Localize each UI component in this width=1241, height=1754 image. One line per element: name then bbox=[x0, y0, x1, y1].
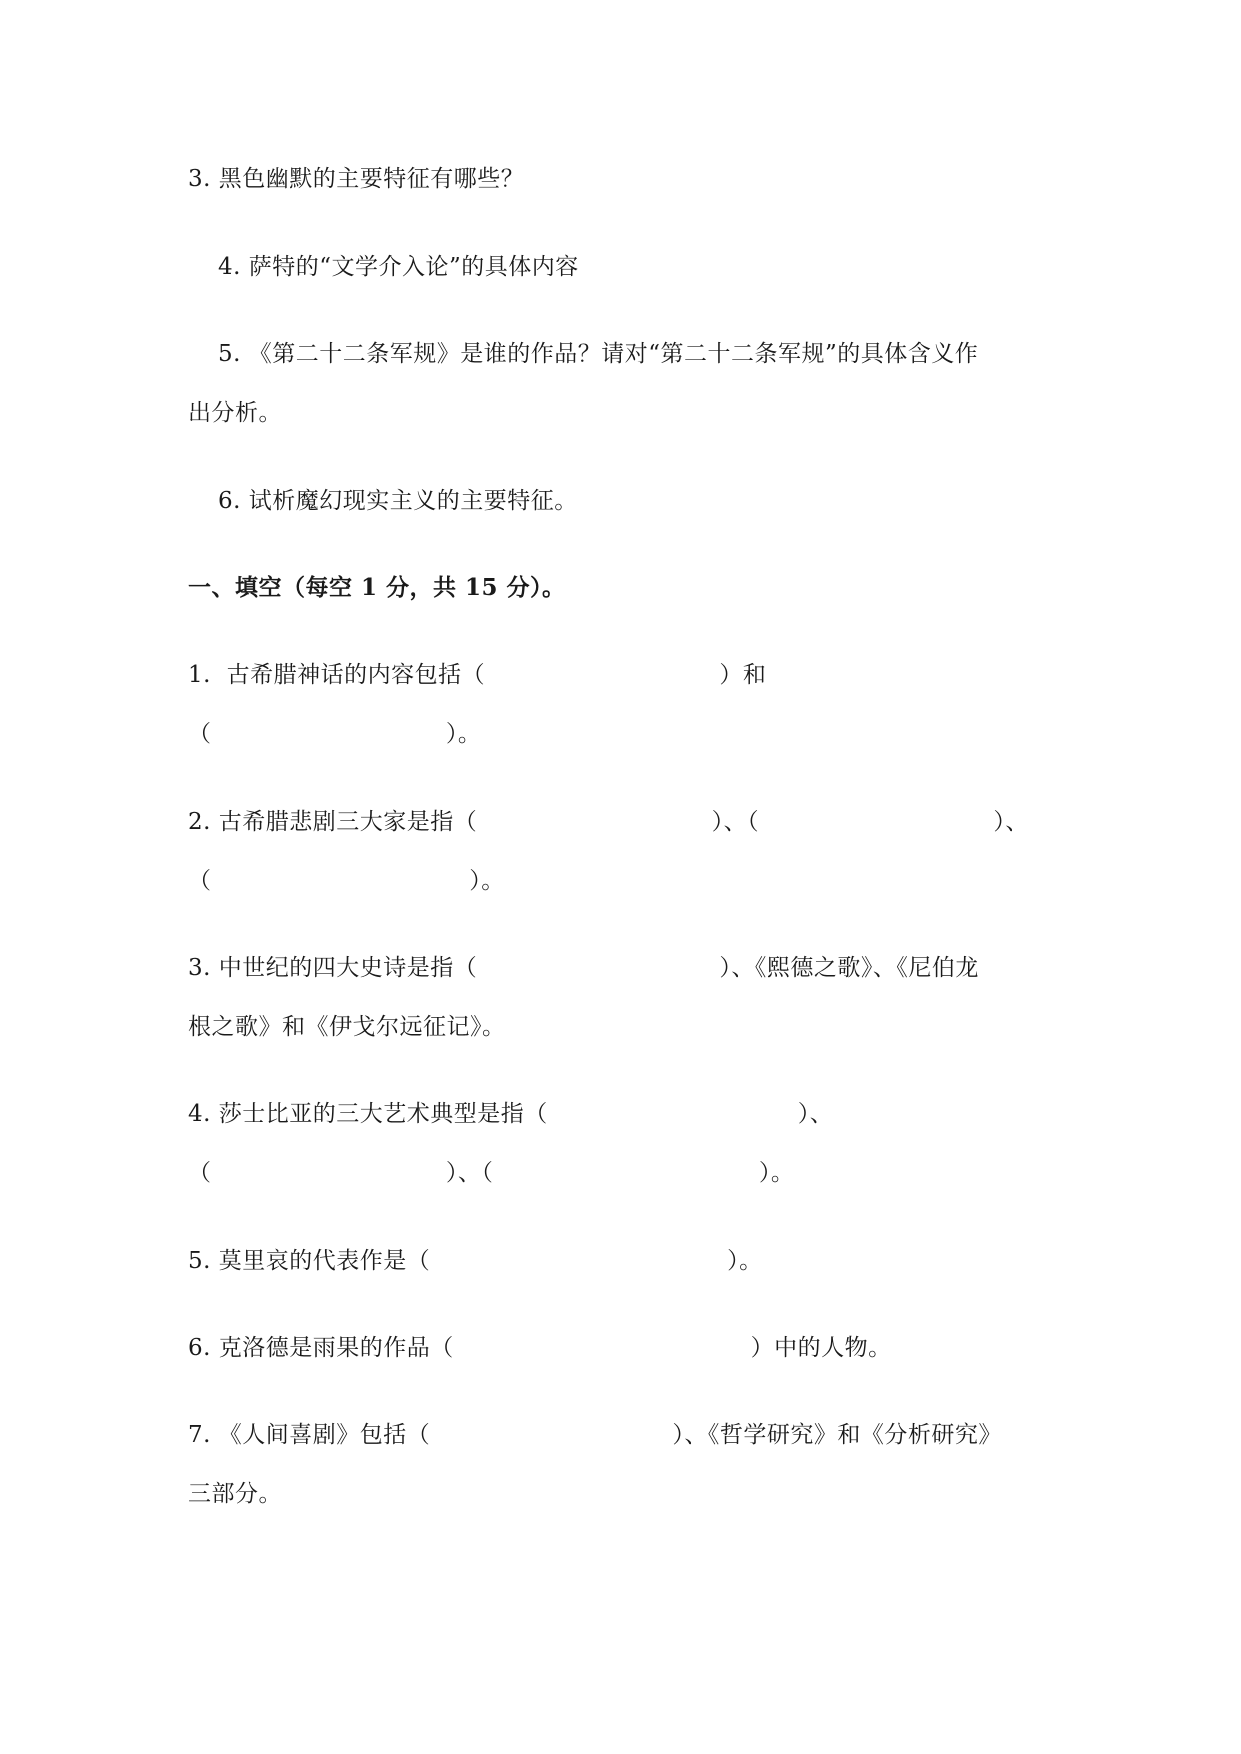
fill-item-4-line-1: 4. 莎士比亚的三大艺术典型是指（ ）、 bbox=[188, 1101, 834, 1127]
question-6: 6. 试析魔幻现实主义的主要特征。 bbox=[218, 488, 578, 514]
question-5-line-2: 出分析。 bbox=[188, 400, 282, 426]
fill-item-4-line-2: （ ）、（ ）。 bbox=[188, 1160, 795, 1186]
fill-item-7-line-2: 三部分。 bbox=[188, 1481, 282, 1507]
fill-item-2-line-2: （ ）。 bbox=[188, 868, 505, 894]
fill-item-1-line-2: （ ）。 bbox=[188, 721, 482, 747]
fill-item-6: 6. 克洛德是雨果的作品（ ）中的人物。 bbox=[188, 1335, 892, 1361]
fill-item-5: 5. 莫里哀的代表作是（ ）。 bbox=[188, 1248, 763, 1274]
fill-item-7-line-1: 7. 《人间喜剧》包括（ ）、《哲学研究》和《分析研究》 bbox=[188, 1422, 1002, 1448]
question-3: 3. 黑色幽默的主要特征有哪些？ bbox=[188, 166, 525, 192]
section-heading-fill-in: 一、填空（每空 1 分，共 15 分）。 bbox=[188, 574, 566, 601]
question-5-line-1: 5. 《第二十二条军规》是谁的作品？请对“第二十二条军规”的具体含义作 bbox=[218, 341, 979, 367]
fill-item-2-line-1: 2. 古希腊悲剧三大家是指（ ）、（ ）、 bbox=[188, 809, 1029, 835]
fill-item-3-line-1: 3. 中世纪的四大史诗是指（ ）、《熙德之歌》、《尼伯龙 bbox=[188, 955, 979, 981]
question-4: 4. 萨特的“文学介入论”的具体内容 bbox=[218, 254, 579, 280]
fill-item-3-line-2: 根之歌》和《伊戈尔远征记》。 bbox=[188, 1014, 506, 1040]
fill-item-1-line-1: 1. 古希腊神话的内容包括（ ）和 bbox=[188, 662, 767, 688]
